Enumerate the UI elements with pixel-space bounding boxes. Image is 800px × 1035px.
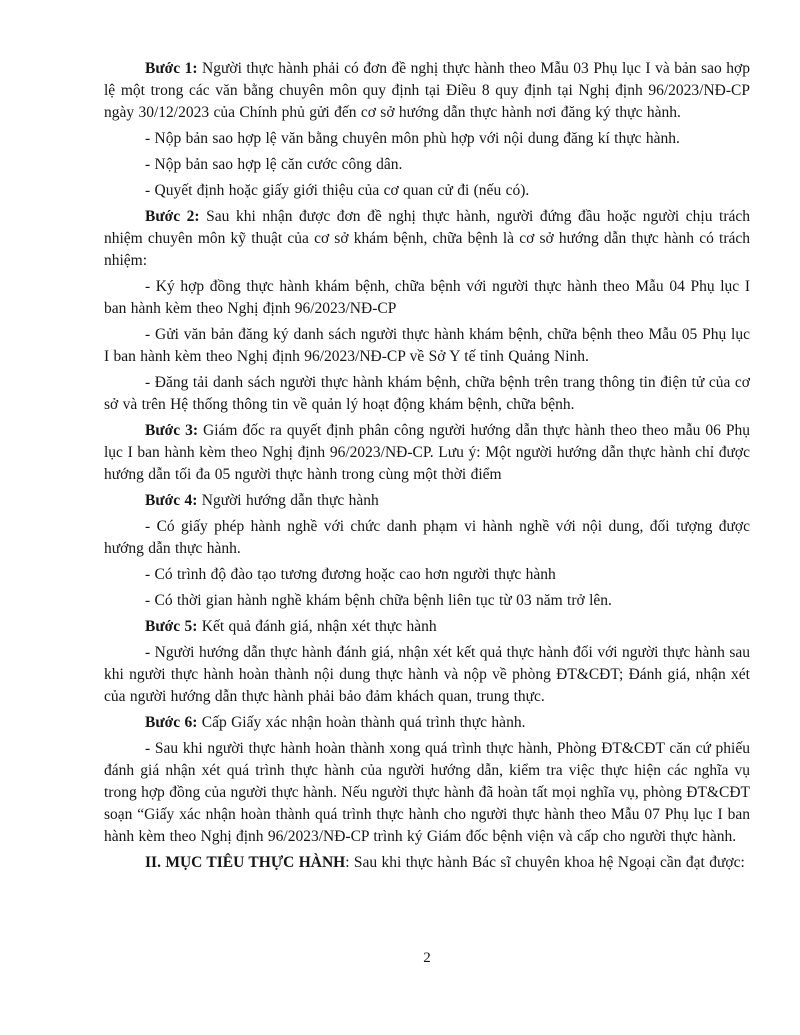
document-body [104, 58, 750, 874]
paragraph-text: - Đăng tải danh sách người thực hành khám bệnh, chữa bệnh trên trang thông tin điện tử của cơ sở và trên Hệ thống thông tin về quản lý hoạt động khám bệnh, chữa bệnh. [104, 374, 750, 413]
paragraph-lead: Bước 6: [145, 714, 198, 731]
paragraph [104, 58, 750, 124]
paragraph-text: : Sau khi thực hành Bác sĩ chuyên khoa hệ Ngoại cần đạt được: [345, 854, 745, 871]
paragraph [104, 616, 750, 638]
paragraph-text: - Có trình độ đào tạo tương đương hoặc cao hơn người thực hành [145, 566, 556, 583]
paragraph-lead: II. MỤC TIÊU THỰC HÀNH [145, 854, 346, 871]
paragraph-lead: Bước 3: [145, 422, 199, 439]
paragraph-text: - Ký hợp đồng thực hành khám bệnh, chữa bệnh với người thực hành theo Mẫu 04 Phụ lục I ban hành kèm theo Nghị định 96/2023/NĐ-CP [104, 278, 750, 317]
paragraph-text: - Người hướng dẫn thực hành đánh giá, nhận xét kết quả thực hành đối với người thực hành sau khi người thực hành hoàn thành nội dung thực hành và nộp về phòng ĐT&CĐT; Đánh giá, nhận xét của người hướng dẫn thực hành phải bảo đảm khách quan, trung thực. [104, 644, 750, 705]
paragraph [104, 852, 750, 874]
paragraph [104, 128, 750, 150]
paragraph-text: Giám đốc ra quyết định phân công người hướng dẫn thực hành theo theo mẫu 06 Phụ lục I ban hành kèm theo Nghị định 96/2023/NĐ-CP. Lưu ý: Một người hướng dẫn thực hành chỉ được hướng dẫn tối đa 05 người thực hành trong cùng một thời điểm [104, 422, 751, 483]
paragraph-text: - Sau khi người thực hành hoàn thành xong quá trình thực hành, Phòng ĐT&CĐT căn cứ phiếu đánh giá nhận xét quá trình thực hành của người hướng dẫn, kiểm tra việc thực hiện các nghĩa vụ trong hợp đồng của người thực hành. Nếu người thực hành đã hoàn tất mọi nghĩa vụ, phòng ĐT&CĐT soạn “Giấy xác nhận hoàn thành quá trình thực hành cho người thực hành theo Mẫu 07 Phụ lục I ban hành kèm theo Nghị định 96/2023/NĐ-CP trình ký Giám đốc bệnh viện và cấp cho người thực hành. [104, 740, 750, 845]
paragraph [104, 180, 750, 202]
paragraph-text: - Nộp bản sao hợp lệ căn cước công dân. [145, 156, 403, 173]
paragraph-text: - Có thời gian hành nghề khám bệnh chữa bệnh liên tục từ 03 năm trở lên. [145, 592, 612, 609]
paragraph [104, 490, 750, 512]
page-number: 2 [423, 950, 431, 966]
paragraph-lead: Bước 2: [145, 208, 200, 225]
paragraph [104, 372, 750, 416]
paragraph-text: Cấp Giấy xác nhận hoàn thành quá trình thực hành. [197, 714, 526, 731]
paragraph [104, 738, 750, 848]
paragraph [104, 516, 750, 560]
paragraph-lead: Bước 4: [145, 492, 198, 509]
paragraph-text: Người thực hành phải có đơn đề nghị thực hành theo Mẫu 03 Phụ lục I và bản sao hợp lệ một trong các văn bằng chuyên môn quy định tại Điều 8 quy định tại Nghị định 96/2023/NĐ-CP ngày 30/12/2023 của Chính phủ gửi đến cơ sở hướng dẫn thực hành nơi đăng ký thực hành. [104, 60, 750, 121]
paragraph [104, 642, 750, 708]
paragraph [104, 276, 750, 320]
paragraph [104, 590, 750, 612]
paragraph-text: Kết quả đánh giá, nhận xét thực hành [197, 618, 437, 635]
paragraph [104, 324, 750, 368]
paragraph-text: - Quyết định hoặc giấy giới thiệu của cơ quan cử đi (nếu có). [145, 182, 530, 199]
paragraph-text: Người hướng dẫn thực hành [197, 492, 379, 509]
paragraph-text: - Có giấy phép hành nghề với chức danh phạm vi hành nghề với nội dung, đối tượng được hướng dẫn thực hành. [104, 518, 750, 557]
paragraph [104, 712, 750, 734]
paragraph-lead: Bước 5: [145, 618, 198, 635]
paragraph-text: - Nộp bản sao hợp lệ văn bằng chuyên môn phù hợp với nội dung đăng kí thực hành. [145, 130, 680, 147]
paragraph [104, 154, 750, 176]
paragraph [104, 420, 750, 486]
paragraph-lead: Bước 1: [145, 60, 198, 77]
paragraph-text: Sau khi nhận được đơn đề nghị thực hành, người đứng đầu hoặc người chịu trách nhiệm chuyên môn kỹ thuật của cơ sở khám bệnh, chữa bệnh là cơ sở hướng dẫn thực hành có trách nhiệm: [104, 208, 750, 269]
paragraph [104, 564, 750, 586]
paragraph [104, 206, 750, 272]
paragraph-text: - Gửi văn bản đăng ký danh sách người thực hành khám bệnh, chữa bệnh theo Mẫu 05 Phụ lục I ban hành kèm theo Nghị định 96/2023/NĐ-CP về Sở Y tế tỉnh Quảng Ninh. [104, 326, 750, 365]
